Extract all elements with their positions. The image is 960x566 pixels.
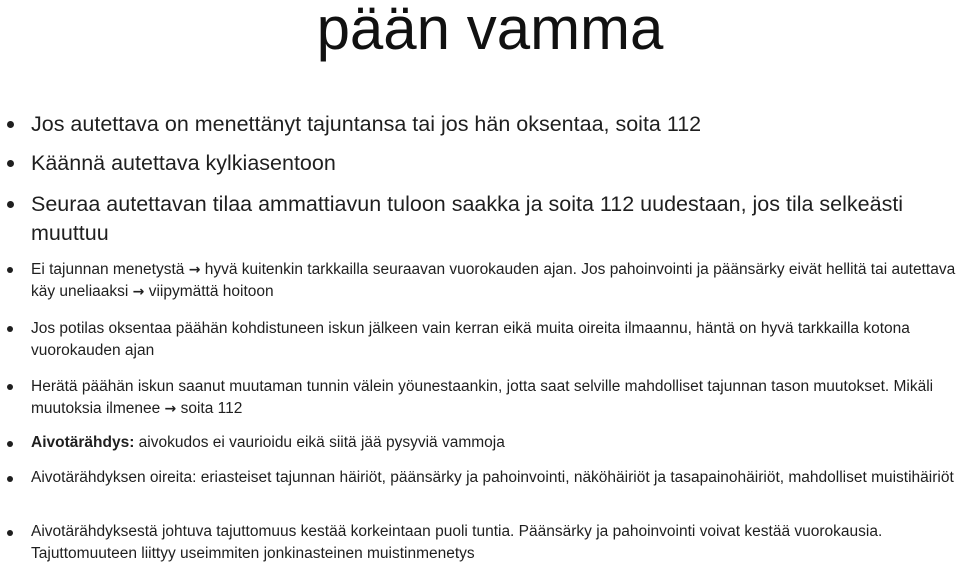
bullet-text: Herätä päähän iskun saanut muutaman tunnin välein yöunestaankin, jotta saat selville mahdolliset tajunnan tason muutokset. Mikäli muutoksia ilmenee → soita 112	[31, 378, 934, 417]
bullet-dot	[7, 326, 13, 332]
bullet-dot	[7, 201, 14, 208]
bullet-dot	[7, 121, 14, 128]
bullet-text: Käännä autettava kylkiasentoon	[31, 151, 336, 175]
arrow-icon: →	[132, 284, 145, 300]
bullet-text: Aivotärähdys: aivokudos ei vaurioidu eikä siitä jää pysyviä vammoja	[31, 434, 505, 451]
bullet-text: Ei tajunnan menetystä → hyvä kuitenkin tarkkailla seuraavan vuorokauden ajan. Jos pahoinvointi ja päänsärky eivät hellitä tai autettava käy uneliaaksi → viipymättä hoitoon	[31, 261, 956, 300]
bullet-text: Aivotärähdyksen oireita: eriasteiset tajunnan häiriöt, päänsärky ja pahoinvointi, näköhäiriöt ja tasapainohäiriöt, mahdolliset muistihäiriöt	[31, 469, 954, 486]
bullet-dot	[7, 530, 13, 536]
bullet-text: Jos potilas oksentaa päähän kohdistuneen iskun jälkeen vain kerran eikä muita oireita ilmaannu, häntä on hyvä tarkkailla kotona vuorokauden ajan	[31, 320, 910, 359]
slide-title: pään vamma	[316, 0, 664, 62]
bullet-text: Jos autettava on menettänyt tajuntansa tai jos hän oksentaa, soita 112	[31, 112, 702, 136]
bullet-dot	[7, 441, 13, 447]
arrow-icon: →	[188, 262, 201, 278]
bullet-dot	[7, 267, 13, 273]
arrow-icon: →	[164, 401, 177, 417]
bullet-dot	[7, 476, 13, 482]
bullet-dot	[7, 160, 14, 167]
bullet-text: Seuraa autettavan tilaa ammattiavun tuloon saakka ja soita 112 uudestaan, jos tila selkeästi muuttuu	[31, 192, 904, 245]
bullet-dot	[7, 384, 13, 390]
bullet-text: Aivotärähdyksestä johtuva tajuttomuus kestää korkeintaan puoli tuntia. Päänsärky ja pahoinvointi voivat kestää vuorokausia. Tajuttomuuteen liittyy useimmiten jonkinasteinen muistinmenetys	[31, 523, 883, 562]
